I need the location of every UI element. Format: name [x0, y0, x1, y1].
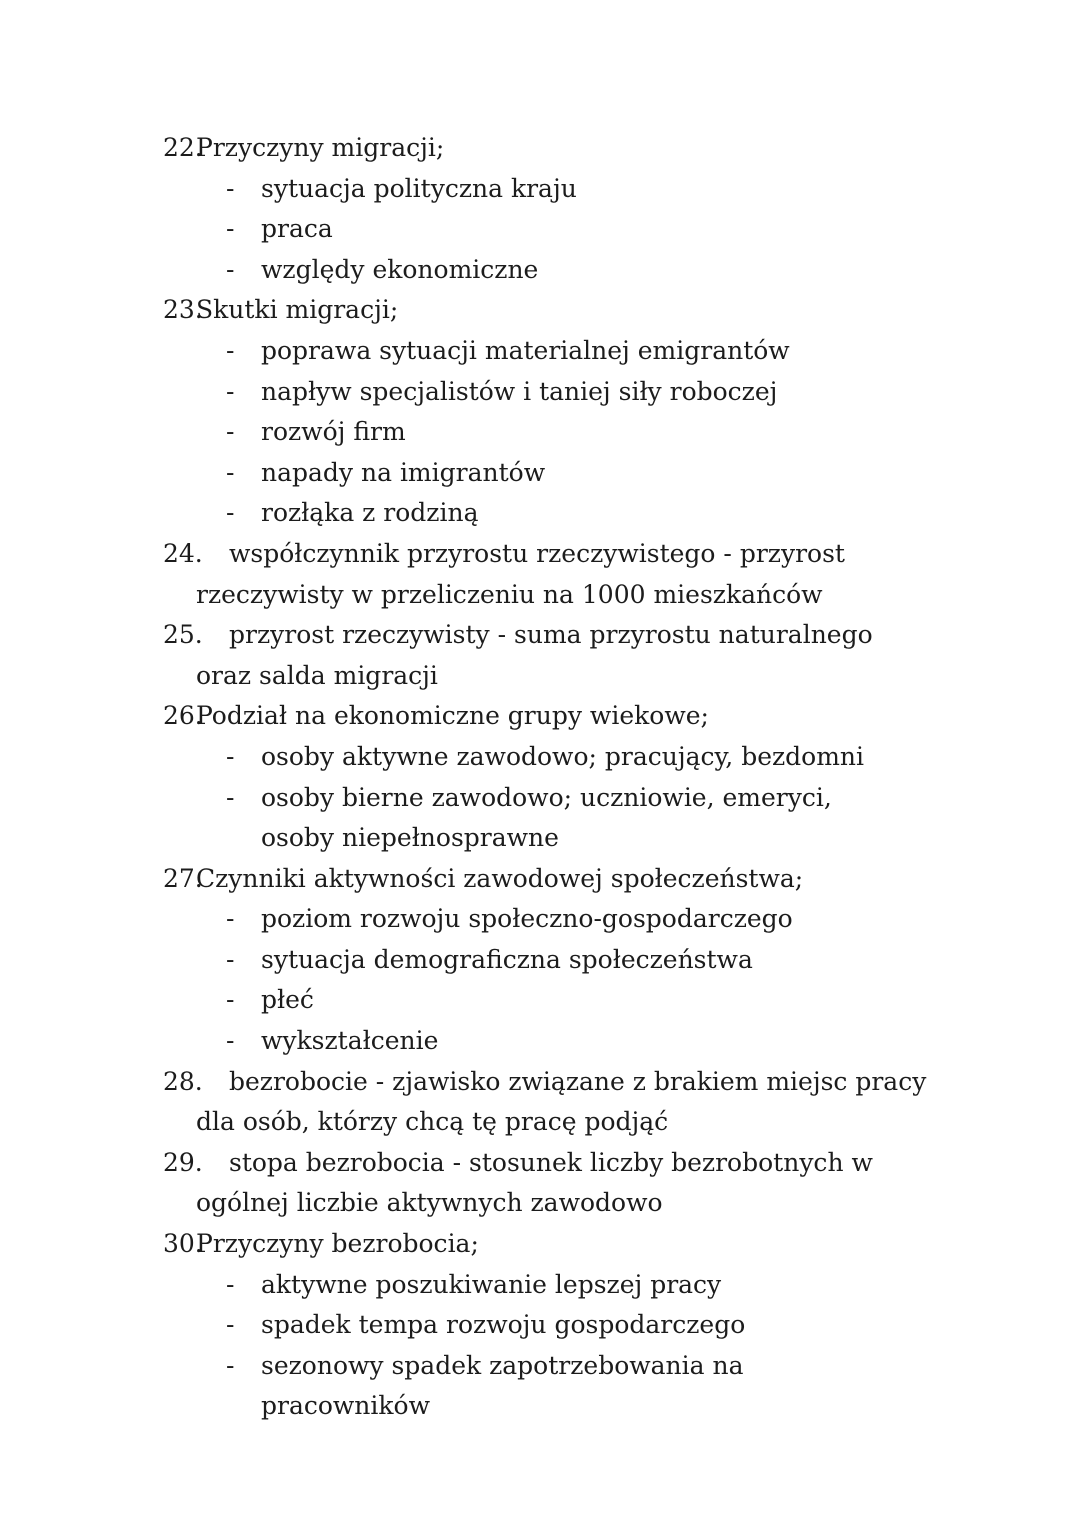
list-item-29 [0, 1143, 1080, 1224]
bullet-list [0, 899, 1080, 1061]
bullet-text: osoby bierne zawodowo; uczniowie, emeryci, osoby niepełnosprawne [261, 782, 832, 853]
bullet-item [0, 980, 1080, 1021]
list-item-26 [0, 696, 1080, 858]
dash-icon: - [226, 1350, 235, 1380]
item-heading [0, 1224, 1080, 1265]
item-number: 22. [163, 133, 203, 162]
dash-icon: - [226, 985, 235, 1015]
bullet-item [0, 1346, 1080, 1427]
bullet-text: sytuacja polityczna kraju [261, 173, 577, 203]
item-heading [0, 1143, 1080, 1224]
bullet-text: napady na imigrantów [261, 457, 546, 487]
bullet-text: wykształcenie [261, 1026, 439, 1056]
bullet-text: sytuacja demograficzna społeczeństwa [261, 944, 753, 974]
item-heading [0, 696, 1080, 737]
list-item-30 [0, 1224, 1080, 1427]
bullet-text: rozłąka z rodziną [261, 498, 479, 528]
item-text: Skutki migracji; [196, 295, 399, 325]
item-number: 30. [163, 1229, 203, 1259]
bullet-item [0, 493, 1080, 534]
list-item-23 [0, 290, 1080, 534]
item-text: Przyczyny bezrobocia; [196, 1229, 479, 1259]
bullet-list [0, 1265, 1080, 1427]
notes-page [0, 128, 1080, 1427]
bullet-text: aktywne poszukiwanie lepszej pracy [261, 1269, 722, 1299]
item-number: 24. [163, 538, 203, 568]
list-item-28 [0, 1062, 1080, 1143]
dash-icon: - [226, 457, 235, 487]
item-number: 26. [163, 701, 203, 731]
item-number: 25. [163, 620, 203, 650]
dash-icon: - [226, 1310, 235, 1340]
dash-icon: - [226, 498, 235, 528]
list-item-27 [0, 859, 1080, 1062]
item-heading [0, 615, 1080, 696]
item-heading [0, 1062, 1080, 1143]
item-text: stopa bezrobocia - stosunek liczby bezrobotnych w ogólnej liczbie aktywnych zawodowo [196, 1147, 873, 1218]
bullet-item [0, 169, 1080, 210]
list-item-25 [0, 615, 1080, 696]
bullet-text: względy ekonomiczne [261, 254, 539, 284]
bullet-text: poprawa sytuacji materialnej emigrantów [261, 335, 790, 365]
bullet-item [0, 453, 1080, 494]
bullet-item [0, 778, 1080, 859]
bullet-item [0, 412, 1080, 453]
item-heading [0, 859, 1080, 900]
bullet-item [0, 1021, 1080, 1062]
bullet-item [0, 940, 1080, 981]
dash-icon: - [226, 376, 235, 406]
item-text: Podział na ekonomiczne grupy wiekowe; [196, 701, 709, 731]
bullet-text: sezonowy spadek zapotrzebowania na pracowników [261, 1350, 744, 1421]
item-number: 23. [163, 295, 203, 325]
item-number: 27. [163, 863, 203, 893]
bullet-list [0, 169, 1080, 291]
item-text: współczynnik przyrostu rzeczywistego - przyrost rzeczywisty w przeliczeniu na 1000 mieszkańców [196, 538, 845, 609]
dash-icon: - [226, 335, 235, 365]
bullet-text: osoby aktywne zawodowo; pracujący, bezdomni [261, 741, 865, 771]
item-text: bezrobocie - zjawisko związane z brakiem miejsc pracy dla osób, którzy chcą tę pracę podjąć [196, 1066, 927, 1137]
bullet-list [0, 331, 1080, 534]
dash-icon: - [226, 254, 235, 284]
item-heading [0, 290, 1080, 331]
dash-icon: - [226, 944, 235, 974]
item-text: Przyczyny migracji; [196, 133, 445, 162]
dash-icon: - [226, 904, 235, 934]
dash-icon: - [226, 1269, 235, 1299]
bullet-text: rozwój firm [261, 417, 406, 447]
dash-icon: - [226, 173, 235, 203]
item-text: Czynniki aktywności zawodowej społeczeństwa; [196, 863, 804, 893]
dash-icon: - [226, 741, 235, 771]
dash-icon: - [226, 782, 235, 812]
bullet-text: spadek tempa rozwoju gospodarczego [261, 1310, 746, 1340]
bullet-text: praca [261, 214, 333, 244]
bullet-item [0, 1265, 1080, 1306]
bullet-item [0, 899, 1080, 940]
list-item-24 [0, 534, 1080, 615]
bullet-item [0, 1305, 1080, 1346]
bullet-text: poziom rozwoju społeczno-gospodarczego [261, 904, 793, 934]
bullet-text: płeć [261, 985, 314, 1015]
list-item-22 [0, 128, 1080, 290]
bullet-item [0, 737, 1080, 778]
dash-icon: - [226, 214, 235, 244]
item-text: przyrost rzeczywisty - suma przyrostu naturalnego oraz salda migracji [196, 620, 873, 690]
bullet-item [0, 372, 1080, 413]
item-heading [0, 128, 1080, 169]
bullet-item [0, 331, 1080, 372]
bullet-item [0, 209, 1080, 250]
dash-icon: - [226, 1026, 235, 1056]
bullet-item [0, 250, 1080, 291]
bullet-text: napływ specjalistów i taniej siły roboczej [261, 376, 778, 406]
item-heading [0, 534, 1080, 615]
dash-icon: - [226, 417, 235, 447]
item-number: 28. [163, 1066, 203, 1096]
bullet-list [0, 737, 1080, 859]
item-number: 29. [163, 1147, 203, 1177]
